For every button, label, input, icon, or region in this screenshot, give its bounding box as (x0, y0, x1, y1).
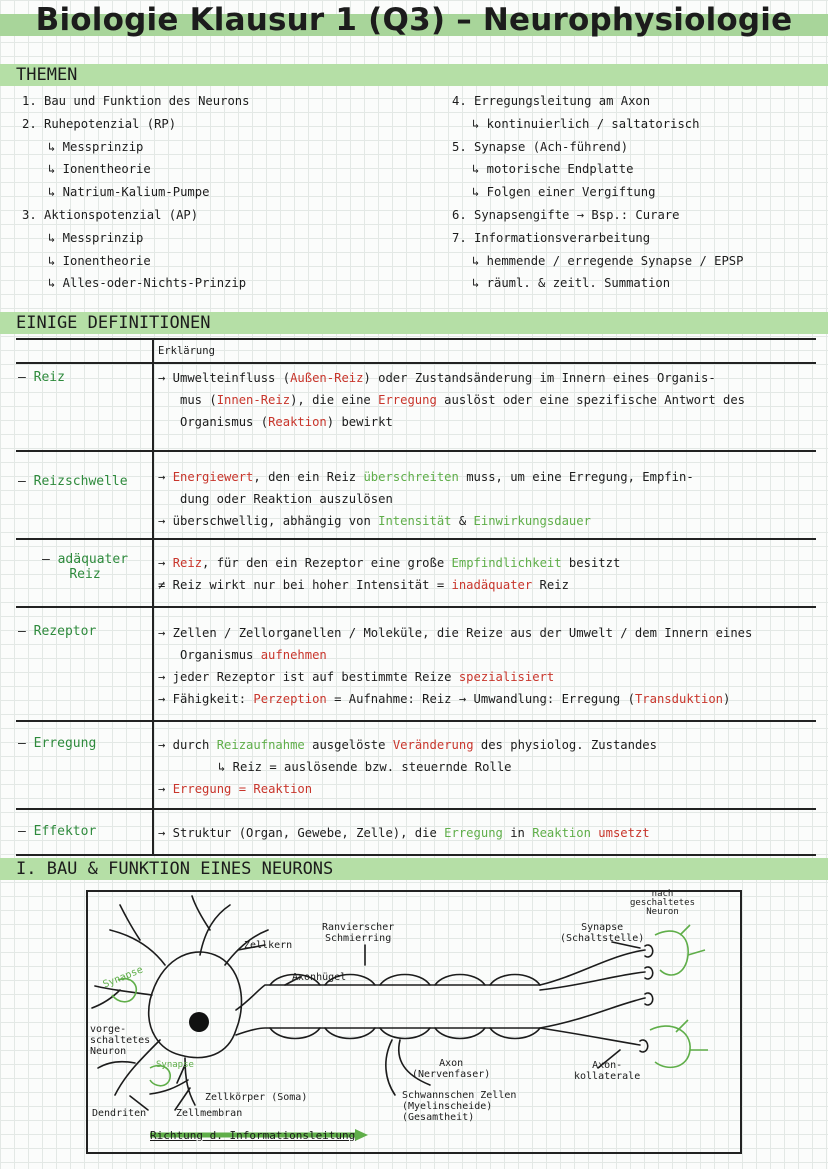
label-synapse-lower: Synapse (156, 1060, 194, 1070)
definition-rezeptor: → Zellen / Zellorganellen / Moleküle, die Reize aus der Umwelt / dem Innern eines Organismus aufnehmen → jeder Rezeptor ist auf bestimmte Reize spezialisiert → Fähigkeit: Perzeption = Aufnahme: Reiz → Umwandlung: Erregung (Transduktion) (153, 607, 816, 721)
list-item: ↳ Ionentheorie (48, 162, 151, 177)
table-row: – Reiz → Umwelteinfluss (Außen-Reiz) oder Zustandsänderung im Innern eines Organis- mus (Innen-Reiz), die eine Erregung auslöst oder eine spezifische Antwort des Organismus (Reaktion) bewirkt (16, 363, 816, 451)
list-item: ↳ Ionentheorie (48, 253, 151, 268)
section-header-neuron: I. BAU & FUNKTION EINES NEURONS (0, 858, 828, 880)
definition-erregung: → durch Reizaufnahme ausgelöste Veränderung des physiolog. Zustandes ↳ Reiz = auslösende bzw. steuernde Rolle → Erregung = Reaktion (153, 721, 816, 809)
definition-effektor: → Struktur (Organ, Gewebe, Zelle), die Erregung in Reaktion umsetzt (153, 809, 816, 855)
list-item: ↳ kontinuierlich / saltatorisch (472, 116, 700, 131)
zellkern-dot (189, 1012, 209, 1032)
section-header-themen: THEMEN (0, 64, 828, 86)
list-item: 5. Synapse (Ach-führend) (452, 139, 629, 154)
label-axonkollaterale: Axon- kollaterale (574, 1060, 641, 1082)
label-synapse-left: Synapse (101, 964, 145, 991)
definition-reizschwelle: → Energiewert, den ein Reiz überschreiten muss, um eine Erregung, Empfin- dung oder Reaktion auszulösen → überschwellig, abhängig von Intensität & Einwirkungsdauer (153, 451, 816, 539)
term-erregung: Erregung (33, 736, 97, 751)
list-item: ↳ motorische Endplatte (472, 162, 634, 177)
soma-shape (149, 952, 242, 1058)
list-item: ↳ Natrium-Kalium-Pumpe (48, 185, 210, 200)
label-ranvier: Ranvierscher Schmierring (322, 922, 395, 944)
label-vorgeschaltetes-neuron: vorge- schaltetes Neuron (90, 1024, 151, 1057)
term-reizschwelle: Reizschwelle (33, 474, 128, 489)
table-row: – Rezeptor → Zellen / Zellorganellen / Moleküle, die Reize aus der Umwelt / dem Innern eines Organismus aufnehmen → jeder Rezeptor ist auf bestimmte Reize spezialisiert → Fähigkeit: Perzeption = Aufnahme: Reiz → Umwandlung: Erregung (Transduktion) (16, 607, 816, 721)
label-zellkern: Zellkern (244, 940, 293, 951)
list-item: ↳ hemmende / erregende Synapse / EPSP (472, 253, 744, 268)
list-item: ↳ Messprinzip (48, 230, 144, 245)
term-effektor: Effektor (33, 824, 97, 839)
table-row: – adäquater Reiz → Reiz, für den ein Rezeptor eine große Empfindlichkeit besitzt ≠ Reiz wirkt nur bei hoher Intensität = inadäquater Reiz (16, 539, 816, 607)
list-item: ↳ Folgen einer Vergiftung (472, 185, 656, 200)
list-item: 6. Synapsengifte → Bsp.: Curare (452, 207, 680, 222)
postsynaptic-neuron-bottom (650, 1020, 708, 1067)
label-axonhuegel: Axonhügel (292, 972, 347, 983)
term-adaequater-reiz: adäquater (57, 552, 129, 567)
label-dendriten: Dendriten (92, 1108, 147, 1119)
page-title: Biologie Klausur 1 (Q3) – Neurophysiologie (35, 2, 793, 38)
label-zellkoerper: Zellkörper (Soma) (205, 1092, 308, 1103)
label-nachgeschaltetes-neuron: nach geschaltetes Neuron (630, 889, 696, 917)
definition-adaequater-reiz: → Reiz, für den ein Rezeptor eine große Empfindlichkeit besitzt ≠ Reiz wirkt nur bei hoher Intensität = inadäquater Reiz (153, 539, 816, 607)
direction-arrow-head (355, 1129, 368, 1141)
definition-reiz: → Umwelteinfluss (Außen-Reiz) oder Zustandsänderung im Innern eines Organis- mus (Innen-Reiz), die eine Erregung auslöst oder eine spezifische Antwort des Organismus (Reaktion) bewirkt (153, 363, 816, 451)
list-item: 3. Aktionspotenzial (AP) (22, 207, 199, 222)
list-item: 2. Ruhepotenzial (RP) (22, 116, 177, 131)
postsynaptic-neuron-top (655, 925, 705, 975)
table-row: – Reizschwelle → Energiewert, den ein Reiz überschreiten muss, um eine Erregung, Empfin- dung oder Reaktion auszulösen → überschwellig, abhängig von Intensität & Einwirkungsdauer (16, 451, 816, 539)
table-row: – Erregung → durch Reizaufnahme ausgelöste Veränderung des physiolog. Zustandes ↳ Reiz = auslösende bzw. steuernde Rolle → Erregung = Reaktion (16, 721, 816, 809)
list-item: ↳ Messprinzip (48, 139, 144, 154)
list-item: ↳ räuml. & zeitl. Summation (472, 276, 671, 291)
table-row: – Effektor → Struktur (Organ, Gewebe, Zelle), die Erregung in Reaktion umsetzt (16, 809, 816, 855)
label-axon: Axon (Nervenfaser) (412, 1058, 491, 1080)
term-reiz: Reiz (33, 370, 65, 385)
term-rezeptor: Rezeptor (33, 624, 97, 639)
list-item: ↳ Alles-oder-Nichts-Prinzip (48, 276, 247, 291)
table-header-erklaerung: Erklärung (153, 339, 816, 363)
list-item: 1. Bau und Funktion des Neurons (22, 94, 250, 108)
label-schwann: Schwannschen Zellen (Myelinscheide) (Gesamtheit) (402, 1090, 517, 1123)
list-item: 7. Informationsverarbeitung (452, 230, 651, 245)
label-zellmembran: Zellmembran (176, 1108, 243, 1119)
list-item: 4. Erregungsleitung am Axon (452, 94, 651, 108)
label-richtung: Richtung d. Informationsleitung (150, 1129, 356, 1142)
label-synapse-schaltstelle: Synapse (Schaltstelle) (560, 922, 645, 944)
section-header-definitionen: EINIGE DEFINITIONEN (0, 312, 828, 334)
